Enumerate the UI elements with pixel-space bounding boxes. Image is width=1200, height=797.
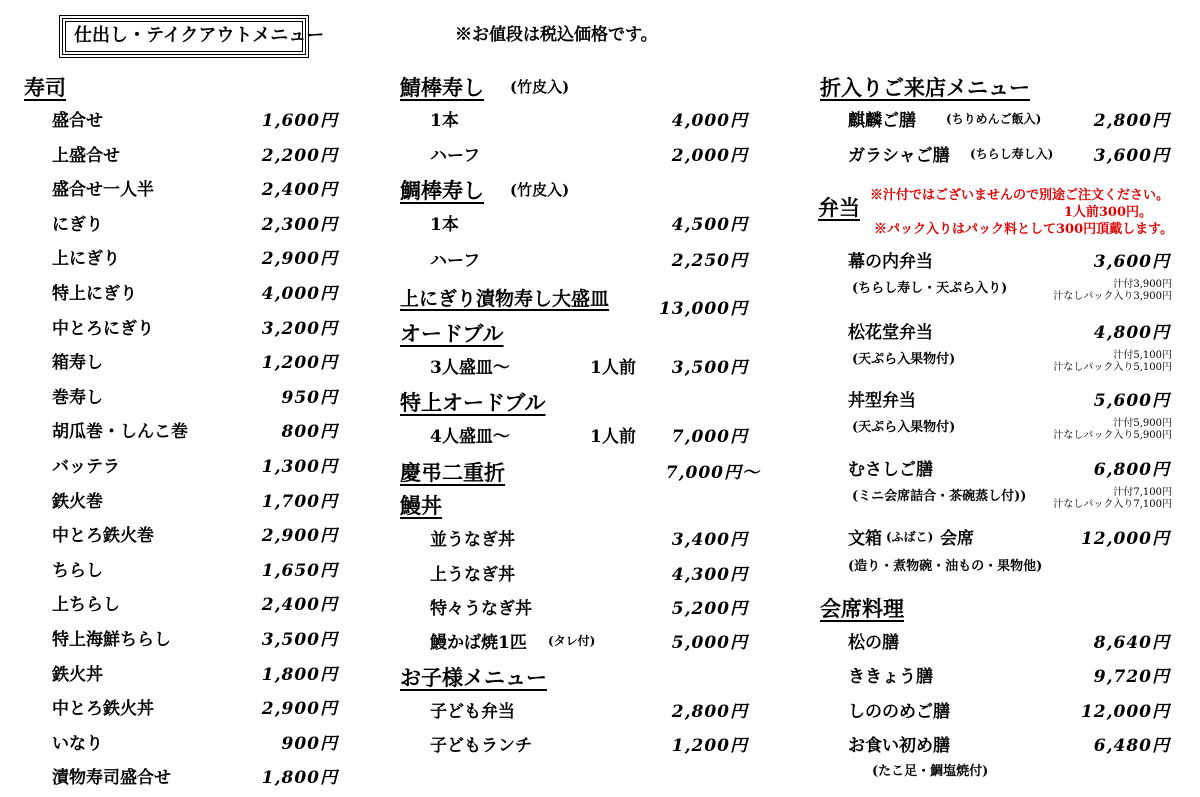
platter-price-row [640,294,748,324]
list-item [848,524,1170,554]
list-item [430,594,748,624]
bento-note-line2: 1人前300円。 [1063,205,1152,220]
item-name: にぎり [52,215,103,235]
item-price: 4,500円 [671,215,748,235]
item-price: 3,600円 [1093,252,1170,272]
item-price: 2,900円 [261,526,338,546]
item-price: 8,640円 [1093,633,1170,653]
list-item [430,210,748,240]
item-note: (ちらし寿し入) [970,147,1054,161]
bento-soup-prices [1020,279,1172,303]
list-item [52,175,338,205]
item-name: お食い初め膳 [848,736,950,756]
list-item [430,422,748,452]
item-name: ちらし [52,561,103,581]
item-name: ハーフ [430,251,481,271]
item-price: 1,700円 [261,492,338,512]
saba-heading: 鯖棒寿し [400,75,484,100]
item-name: 鉄火丼 [52,665,103,685]
item-note: (ちりめんご飯入) [946,112,1042,126]
list-item [848,662,1170,692]
bento-soup-prices [1020,487,1172,511]
list-item [52,141,338,171]
item-name: 子どもランチ [430,736,532,756]
item-price: 3,400円 [671,530,748,550]
list-item [848,697,1170,727]
list-item [848,455,1170,485]
item-name: 松の膳 [848,633,899,653]
item-name: むさしご膳 [848,460,933,480]
bento-heading: 弁当 [818,195,860,220]
list-item [52,314,338,344]
list-item [430,246,748,276]
item-name: 巻寿し [52,388,103,408]
list-item [52,348,338,378]
item-name: しののめご膳 [848,702,950,722]
item-price: 950円 [281,388,338,408]
item-name: 鉄火巻 [52,492,103,512]
item-price: 2,800円 [1093,111,1170,131]
item-price: 2,900円 [261,249,338,269]
item-name: ガラシャご膳 [848,146,950,166]
bento-note-line1: ※汁付ではございませんので別途ご注文ください。 [870,188,1170,203]
item-name: 子ども弁当 [430,702,515,722]
item-name: いなり [52,734,103,754]
item-name: 中とろにぎり [52,319,154,339]
tai-sub: (竹皮入) [510,181,570,199]
list-item [52,521,338,551]
bento-note-line3: ※パック入りはパック料として300円頂戴します。 [874,222,1174,237]
item-name: 4人盛皿～ [430,427,510,447]
kids-heading: お子様メニュー [400,665,547,690]
item-price: 1,200円 [261,353,338,373]
item-price: 2,800円 [671,702,748,722]
item-name: 盛合せ一人半 [52,180,154,200]
item-price: 900円 [281,734,338,754]
item-name: 上にぎり [52,249,120,269]
item-name: 箱寿し [52,353,103,373]
item-name-2: 会席 [940,529,974,549]
bento-desc: (天ぷら入果物付) [852,420,956,435]
item-price: 2,400円 [261,180,338,200]
item-name: 中とろ鉄火巻 [52,526,154,546]
item-price: 2,000円 [671,146,748,166]
list-item [52,729,338,759]
list-item [52,383,338,413]
platter-price: 13,000円 [658,299,748,319]
item-price: 2,400円 [261,595,338,615]
item-price: 1,800円 [261,768,338,788]
item-name: 麒麟ご膳 [848,111,916,131]
bento-desc: (ちらし寿し・天ぷら入り) [852,281,1008,296]
item-name: 文箱 [848,529,882,549]
keicho-price-row [640,458,760,488]
fubako-desc: (造り・煮物碗・油もの・果物他) [848,559,1043,574]
item-price: 4,000円 [671,111,748,131]
pack-price: 汁なしパック入り3,900円 [1053,291,1172,302]
item-price: 4,000円 [261,284,338,304]
item-name: 1本 [430,215,459,235]
item-price: 1,650円 [261,561,338,581]
item-price: 4,800円 [1093,323,1170,343]
list-item [52,106,338,136]
item-price: 5,600円 [1093,391,1170,411]
list-item [52,590,338,620]
item-name: 特上にぎり [52,284,137,304]
item-price: 7,000円 [671,427,748,447]
bento-desc: (ミニ会席詰合・茶碗蒸し付)) [852,489,1027,504]
list-item [848,628,1170,658]
item-price: 1,800円 [261,665,338,685]
item-name: 中とろ鉄火丼 [52,699,154,719]
item-note: (タレ付) [548,634,596,648]
item-per: 1人前 [590,358,636,378]
item-price: 2,300円 [261,215,338,235]
menu-title: 仕出し・テイクアウトメニュー [62,18,306,55]
item-price: 3,200円 [261,319,338,339]
tai-heading: 鯛棒寿し [400,178,484,203]
item-name: 上ちらし [52,595,120,615]
item-name: バッテラ [52,457,120,477]
pack-price: 汁なしパック入り5,100円 [1053,362,1172,373]
item-price: 1,300円 [261,457,338,477]
item-name: 松花堂弁当 [848,323,933,343]
item-price: 12,000円 [1080,702,1170,722]
item-price: 3,600円 [1093,146,1170,166]
item-price: 12,000円 [1080,529,1170,549]
bento-soup-prices [1020,418,1172,442]
list-item [430,525,748,555]
item-name: 丼型弁当 [848,391,916,411]
item-price: 3,500円 [671,358,748,378]
item-price: 4,300円 [671,565,748,585]
list-item [848,141,1170,171]
item-name: 胡瓜巻・しんこ巻 [52,422,188,442]
hors-special-heading: 特上オードブル [400,390,546,415]
list-item [430,731,748,761]
item-name: 上盛合せ [52,146,120,166]
item-name: 幕の内弁当 [848,252,933,272]
list-item [52,244,338,274]
ori-heading: 折入りご来店メニュー [820,75,1030,100]
list-item [52,660,338,690]
kaiseki-heading: 会席料理 [820,596,904,621]
item-name: 特上海鮮ちらし [52,630,171,650]
bento-desc: (天ぷら入果物付) [852,352,956,367]
item-price: 1,200円 [671,736,748,756]
sushi-heading: 寿司 [24,75,66,100]
list-item [848,731,1170,761]
soup-price: 汁付5,100円 [1113,350,1172,361]
item-name: ハーフ [430,146,481,166]
item-name: 3人盛皿～ [430,358,510,378]
list-item [430,141,748,171]
list-item [52,487,338,517]
soup-price: 汁付7,100円 [1113,487,1172,498]
unagi-heading: 鰻丼 [400,493,442,518]
list-item [52,210,338,240]
item-price: 2,900円 [261,699,338,719]
list-item [52,556,338,586]
pack-price: 汁なしパック入り5,900円 [1053,430,1172,441]
list-item [52,279,338,309]
item-price: 5,200円 [671,599,748,619]
soup-price: 汁付5,900円 [1113,418,1172,429]
item-price: 6,480円 [1093,736,1170,756]
item-price: 9,720円 [1093,667,1170,687]
list-item [848,318,1170,348]
item-name: 盛合せ [52,111,103,131]
list-item [430,106,748,136]
item-name: 漬物寿司盛合せ [52,768,171,788]
item-price: 2,200円 [261,146,338,166]
list-item [52,694,338,724]
item-name: 鰻かば焼1匹 [430,633,527,653]
list-item [848,106,1170,136]
item-name: 特々うなぎ丼 [430,599,532,619]
list-item [52,763,338,793]
list-item [430,628,748,658]
list-item [430,560,748,590]
list-item [430,353,748,383]
item-price: 1,600円 [261,111,338,131]
keicho-price: 7,000円～ [665,463,760,483]
saba-sub: (竹皮入) [510,78,570,96]
item-price: 3,500円 [261,630,338,650]
bento-note [870,187,1182,238]
list-item [52,452,338,482]
list-item [52,625,338,655]
item-name: ききょう膳 [848,667,933,687]
platter-heading: 上にぎり漬物寿し大盛皿 [400,288,610,310]
item-name: 1本 [430,111,459,131]
list-item [52,417,338,447]
item-name: 上うなぎ丼 [430,565,515,585]
item-price: 5,000円 [671,633,748,653]
item-name: 並うなぎ丼 [430,530,515,550]
item-price: 2,250円 [671,251,748,271]
soup-price: 汁付3,900円 [1113,279,1172,290]
item-ruby: (ふばこ) [886,530,934,544]
list-item [848,247,1170,277]
item-price: 6,800円 [1093,460,1170,480]
item-price: 800円 [281,422,338,442]
bento-soup-prices [1020,350,1172,374]
item-per: 1人前 [590,427,636,447]
list-item [430,697,748,727]
keicho-heading: 慶弔二重折 [400,460,505,485]
tax-note: ※お値段は税込価格です。 [455,25,658,45]
kaiseki-footnote: (たこ足・鯛塩焼付) [872,764,989,779]
pack-price: 汁なしパック入り7,100円 [1053,499,1172,510]
hors-heading: オードブル [400,321,504,346]
list-item [848,386,1170,416]
